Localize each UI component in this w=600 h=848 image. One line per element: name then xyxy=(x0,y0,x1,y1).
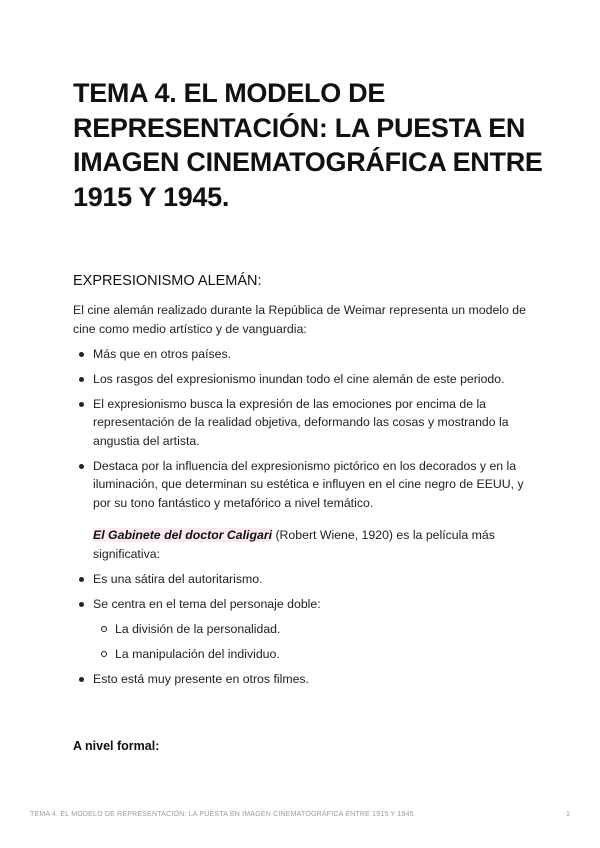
page-footer: TEMA 4. EL MODELO DE REPRESENTACIÓN: LA PUESTA EN IMAGEN CINEMATOGRÁFICA ENTRE 1915 Y 1945. xyxy=(30,811,416,818)
page-number: 1 xyxy=(566,811,570,818)
sub-list-item: La división de la personalidad. xyxy=(73,620,533,639)
film-paragraph xyxy=(73,526,533,563)
list-item: Los rasgos del expresionismo inundan todo el cine alemán de este periodo. xyxy=(73,370,533,389)
page-title: TEMA 4. EL MODELO DE REPRESENTACIÓN: LA PUESTA EN IMAGEN CINEMATOGRÁFICA ENTRE 1915 Y 1945. xyxy=(73,78,543,212)
list-item: Más que en otros países. xyxy=(73,345,533,364)
subheading-nivel-formal: A nivel formal: xyxy=(73,739,160,753)
list-item: Esto está muy presente en otros filmes. xyxy=(73,670,533,689)
film-title: El Gabinete del doctor Caligari xyxy=(93,528,273,542)
section-heading-expresionismo: EXPRESIONISMO ALEMÁN: xyxy=(73,273,262,289)
list-item: Es una sátira del autoritarismo. xyxy=(73,570,533,589)
list-item: El expresionismo busca la expresión de las emociones por encima de la representación de la realidad objetiva, deformando las cosas y mostrando la angustia del artista. xyxy=(73,395,533,451)
sub-bullet-list xyxy=(73,620,533,670)
document-body xyxy=(73,301,533,688)
list-item: Destaca por la influencia del expresionismo pictórico en los decorados y en la iluminación, que determinan su estética e influyen en el cine negro de EEUU, y por su tono fantástico y metafórico a nivel temático. xyxy=(73,457,533,513)
list-item: Se centra en el tema del personaje doble: xyxy=(73,595,533,614)
film-paragraph-text: (Robert Wiene, 1920) es la película más significativa: xyxy=(93,528,495,561)
bullet-list-3 xyxy=(73,670,533,689)
intro-paragraph: El cine alemán realizado durante la República de Weimar representa un modelo de cine como medio artístico y de vanguardia: xyxy=(73,303,526,336)
bullet-list-2 xyxy=(73,570,533,620)
sub-list-item: La manipulación del individuo. xyxy=(73,645,533,664)
bullet-list-1 xyxy=(73,345,533,513)
